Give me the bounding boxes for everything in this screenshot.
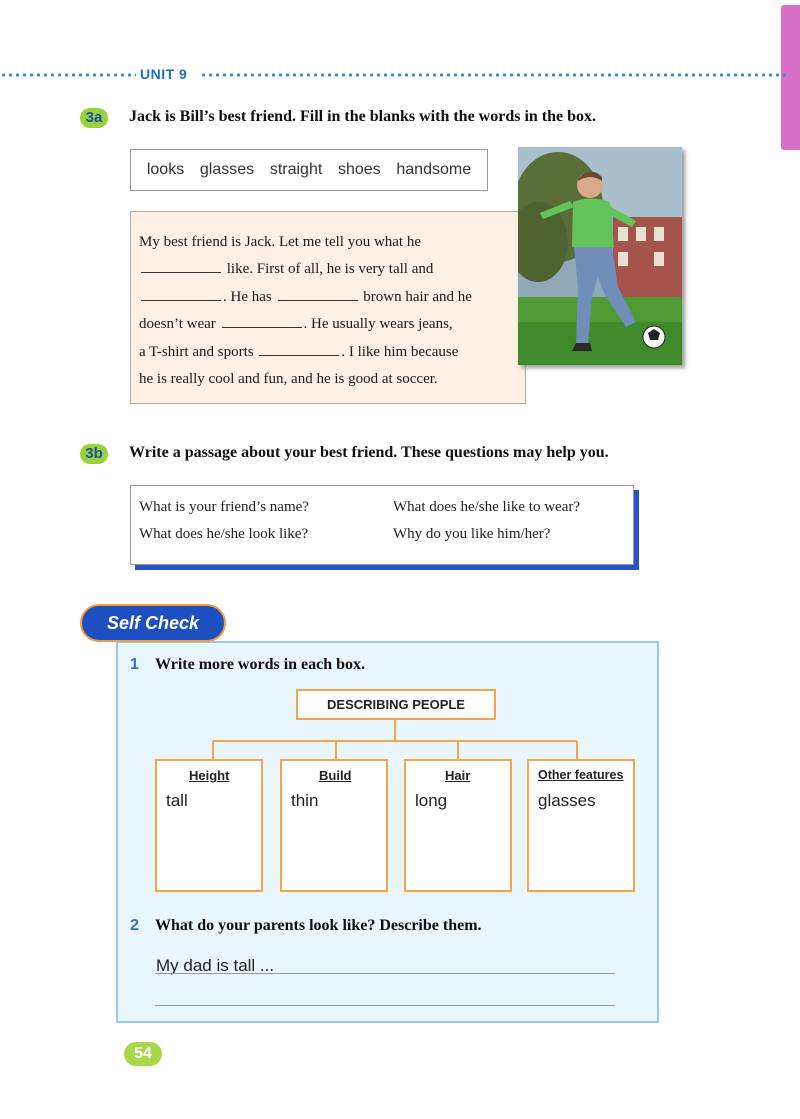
diagram-root-label: DESCRIBING PEOPLE: [327, 697, 465, 712]
passage-line: doesn’t wear . He usually wears jeans,: [139, 311, 515, 338]
category-heading: Build: [319, 768, 352, 783]
blank-1[interactable]: [141, 257, 221, 273]
category-example: thin: [291, 791, 319, 810]
answer-line-1[interactable]: [155, 973, 615, 974]
self-check-title: Self Check: [80, 604, 226, 642]
blank-4[interactable]: [222, 312, 302, 328]
page-edge-tab: [781, 5, 800, 150]
soccer-player-photo: [518, 147, 682, 365]
word-box-item: handsome: [396, 161, 472, 178]
diagram-root-box: [296, 689, 496, 720]
unit-label: UNIT 9: [140, 66, 188, 82]
category-example: glasses: [538, 791, 596, 810]
answer-start-text: My dad is tall ...: [156, 956, 275, 975]
passage-line: like. First of all, he is very tall and: [139, 256, 515, 283]
category-heading: Other features: [538, 768, 624, 782]
word-box-item: looks: [146, 161, 185, 178]
category-box-height[interactable]: [155, 759, 263, 892]
category-box-other-features[interactable]: [527, 759, 635, 892]
category-heading: Height: [189, 768, 230, 783]
header-dotted-rule-right: [200, 73, 790, 77]
category-heading: Hair: [445, 768, 471, 783]
word-box-item: glasses: [199, 161, 255, 178]
answer-line-2[interactable]: [155, 1005, 615, 1006]
page-number: 54: [124, 1042, 162, 1066]
header-dotted-rule-left: [0, 73, 136, 77]
instruction-item-1: Write more words in each box.: [155, 656, 366, 673]
fill-in-passage: [130, 211, 526, 404]
category-example: tall: [166, 791, 188, 810]
section-badge-3b: 3b: [80, 444, 108, 464]
blank-2[interactable]: [141, 285, 221, 301]
word-box: [130, 149, 488, 191]
blank-3[interactable]: [278, 285, 358, 301]
item-number-1: 1: [130, 656, 139, 673]
word-box-item: straight: [269, 161, 323, 178]
question: What does he/she like to wear?: [393, 499, 581, 515]
question: Why do you like him/her?: [393, 526, 551, 542]
passage-line: he is really cool and fun, and he is good at soccer.: [139, 371, 438, 388]
word-box-item: shoes: [337, 161, 381, 178]
blank-5[interactable]: [259, 340, 339, 356]
instruction-3b: Write a passage about your best friend. These questions may help you.: [129, 444, 609, 461]
passage-line: . He has brown hair and he: [139, 284, 515, 311]
passage-line: My best friend is Jack. Let me tell you what he: [139, 234, 422, 250]
item-number-2: 2: [130, 917, 139, 934]
guiding-questions-box: [130, 485, 634, 565]
diagram-connectors: [150, 719, 650, 764]
question: What is your friend’s name?: [139, 499, 309, 515]
category-example: long: [415, 791, 448, 810]
instruction-3a: Jack is Bill’s best friend. Fill in the blanks with the words in the box.: [129, 108, 597, 125]
section-badge-3a: 3a: [80, 108, 108, 128]
instruction-item-2: What do your parents look like? Describe them.: [155, 917, 482, 934]
passage-line: a T-shirt and sports . I like him because: [139, 339, 515, 366]
category-box-build[interactable]: [280, 759, 388, 892]
category-box-hair[interactable]: [404, 759, 512, 892]
question: What does he/she look like?: [139, 526, 309, 542]
